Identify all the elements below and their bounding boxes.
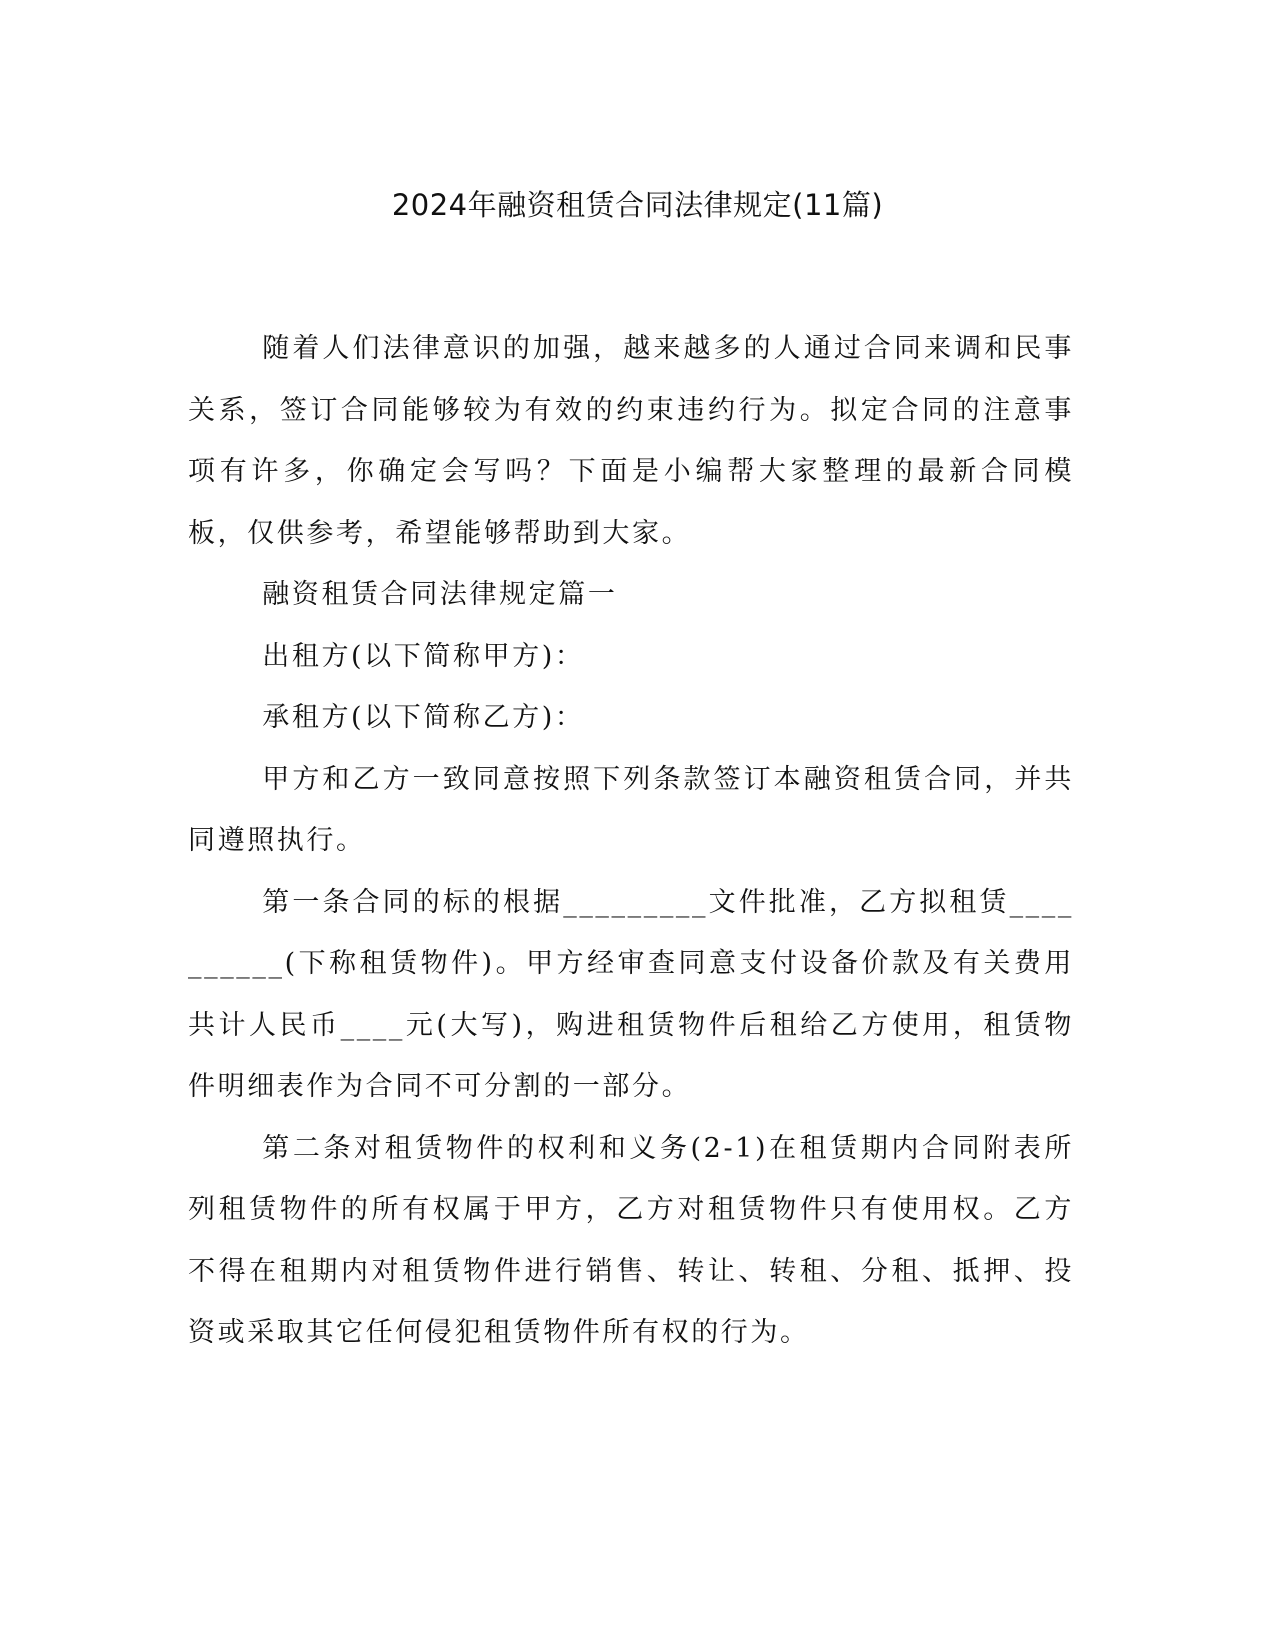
lessor-line: 出租方(以下简称甲方)： xyxy=(262,640,585,672)
article-two-paragraph: 第二条对租赁物件的权利和义务(2-1)在租赁期内合同附表所列租赁物件的所有权属于甲方，乙方对租赁物件只有使用权。乙方不得在租期内对租赁物件进行销售、转让、转租、分租、抵押、投资或采取其它任何侵犯租赁物件所有权的行为。 xyxy=(188,1132,1074,1348)
agreement-paragraph: 甲方和乙方一致同意按照下列条款签订本融资租赁合同，并共同遵照执行。 xyxy=(188,763,1074,856)
document-body xyxy=(188,318,1074,1364)
document-title: 2024年融资租赁合同法律规定(11篇) xyxy=(391,188,884,222)
intro-paragraph: 随着人们法律意识的加强，越来越多的人通过合同来调和民事关系，签订合同能够较为有效的约束违约行为。拟定合同的注意事项有许多，你确定会写吗？下面是小编帮大家整理的最新合同模板，仅供参考，希望能够帮助到大家。 xyxy=(188,333,1074,549)
lessee-line: 承租方(以下简称乙方)： xyxy=(262,702,585,733)
article-one-paragraph: 第一条合同的标的根据_________文件批准，乙方拟租赁__________(下称租赁物件)。甲方经审查同意支付设备价款及有关费用共计人民币____元(大写)，购进租赁物件后租给乙方使用，租赁物件明细表作为合同不可分割的一部分。 xyxy=(188,886,1074,1102)
section-heading: 融资租赁合同法律规定篇一 xyxy=(262,579,618,610)
